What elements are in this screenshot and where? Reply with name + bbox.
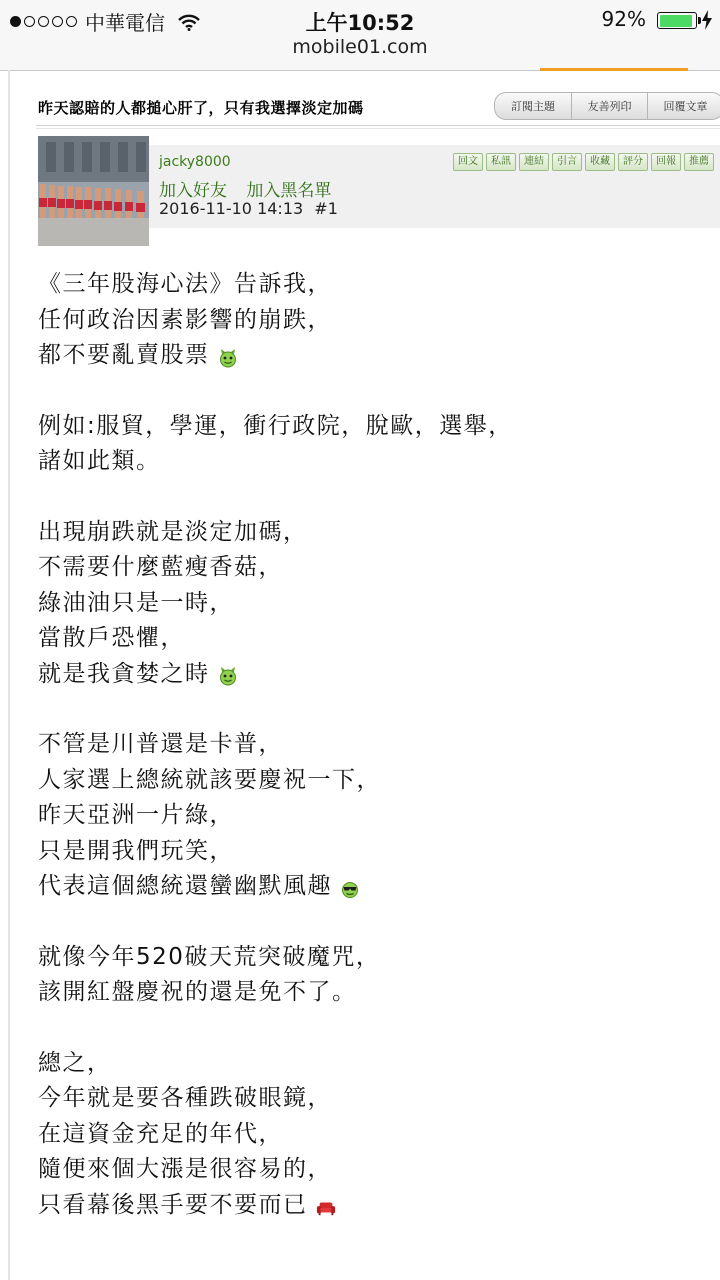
post-header bbox=[38, 136, 720, 246]
post-line: 諸如此類。 bbox=[38, 448, 161, 474]
post-line-text: 代表這個總統還蠻幽默風趣 bbox=[38, 873, 332, 899]
post-line: 昨天亞洲一片綠， bbox=[38, 802, 234, 828]
report-button[interactable]: 回報 bbox=[651, 153, 681, 171]
post-line: 人家選上總統就該要慶祝一下， bbox=[38, 766, 381, 793]
battery-icon bbox=[657, 12, 697, 29]
paragraph-gap bbox=[38, 374, 708, 409]
post-action-buttons bbox=[453, 153, 714, 171]
post-line-with-emoticon bbox=[38, 869, 708, 905]
print-button[interactable]: 友善列印 bbox=[572, 92, 648, 120]
title-divider-secondary bbox=[36, 128, 720, 129]
link-button[interactable]: 連結 bbox=[519, 153, 549, 171]
post-line: 隨便來個大漲是很容易的， bbox=[38, 1156, 332, 1182]
username-link[interactable]: jacky8000 bbox=[159, 154, 231, 170]
post-line: 綠油油只是一時， bbox=[38, 589, 234, 616]
post-meta bbox=[159, 199, 338, 218]
post-info-panel bbox=[149, 145, 720, 228]
charging-bolt-icon bbox=[701, 10, 713, 30]
post-line: 該開紅盤慶祝的還是免不了。 bbox=[38, 979, 357, 1005]
private-message-button[interactable]: 私訊 bbox=[486, 153, 516, 171]
user-links bbox=[159, 176, 339, 201]
post-line-with-emoticon bbox=[38, 1188, 708, 1224]
avatar-photo bbox=[38, 136, 149, 246]
add-friend-link[interactable]: 加入好友 bbox=[159, 181, 227, 201]
post-line: 出現崩跌就是淡定加碼， bbox=[38, 518, 308, 545]
thread-title: 昨天認賠的人都搥心肝了，只有我選擇淡定加碼 bbox=[38, 99, 364, 117]
post-line-with-emoticon bbox=[38, 657, 708, 693]
post-line: 總之， bbox=[38, 1049, 112, 1076]
carrier-name: 中華電信 bbox=[85, 11, 165, 35]
ios-top-bar bbox=[0, 0, 720, 71]
post-body bbox=[38, 267, 708, 1223]
thread-title-row bbox=[36, 90, 720, 124]
bookmark-button[interactable]: 收藏 bbox=[585, 153, 615, 171]
rate-button[interactable]: 評分 bbox=[618, 153, 648, 171]
post-line: 不需要什麼藍瘦香菇， bbox=[38, 554, 283, 580]
green-cool-icon bbox=[340, 879, 360, 899]
post-line: 《三年股海心法》告訴我， bbox=[38, 271, 332, 297]
post-line: 不管是川普還是卡普， bbox=[38, 731, 283, 757]
post-line-text: 只看幕後黑手要不要而已 bbox=[38, 1191, 308, 1218]
reply-thread-button[interactable]: 回覆文章 bbox=[648, 92, 720, 120]
battery-percent: 92% bbox=[601, 7, 646, 31]
paragraph-gap bbox=[38, 692, 708, 727]
post-line-text: 都不要亂賣股票 bbox=[38, 342, 210, 368]
title-divider bbox=[36, 125, 720, 126]
post-line: 當散戶恐懼， bbox=[38, 625, 185, 651]
add-blacklist-link[interactable]: 加入黑名單 bbox=[246, 181, 332, 201]
thread-button-group bbox=[494, 92, 720, 120]
post-line: 今年就是要各種跌破眼鏡， bbox=[38, 1085, 332, 1111]
post-line: 在這資金充足的年代， bbox=[38, 1120, 283, 1147]
paragraph-gap bbox=[38, 1011, 708, 1046]
reply-button[interactable]: 回文 bbox=[453, 153, 483, 171]
green-devil-icon bbox=[218, 348, 238, 368]
page-load-progress bbox=[540, 68, 688, 71]
avatar[interactable] bbox=[38, 136, 149, 246]
post-line-text: 就是我貪婪之時 bbox=[38, 660, 210, 687]
post-datetime: 2016-11-10 14:13 bbox=[159, 199, 304, 218]
paragraph-gap bbox=[38, 480, 708, 515]
status-bar bbox=[0, 4, 720, 34]
post-line: 就像今年520破天荒突破魔咒， bbox=[38, 943, 381, 970]
post-floor-number: #1 bbox=[314, 199, 338, 218]
clock: 上午10:52 bbox=[305, 11, 415, 35]
post-line: 例如:服貿，學運，衝行政院，脫歐，選舉， bbox=[38, 412, 513, 439]
subscribe-button[interactable]: 訂閱主題 bbox=[494, 92, 572, 120]
red-sofa-icon bbox=[316, 1197, 336, 1217]
green-devil-icon bbox=[218, 666, 238, 686]
url-bar[interactable]: mobile01.com bbox=[292, 36, 428, 58]
quote-button[interactable]: 引言 bbox=[552, 153, 582, 171]
page-left-rule bbox=[8, 70, 10, 1280]
paragraph-gap bbox=[38, 905, 708, 940]
recommend-button[interactable]: 推薦 bbox=[684, 153, 714, 171]
post-line-with-emoticon bbox=[38, 338, 708, 374]
post-line: 任何政治因素影響的崩跌， bbox=[38, 306, 332, 333]
post-line: 只是開我們玩笑， bbox=[38, 837, 234, 864]
